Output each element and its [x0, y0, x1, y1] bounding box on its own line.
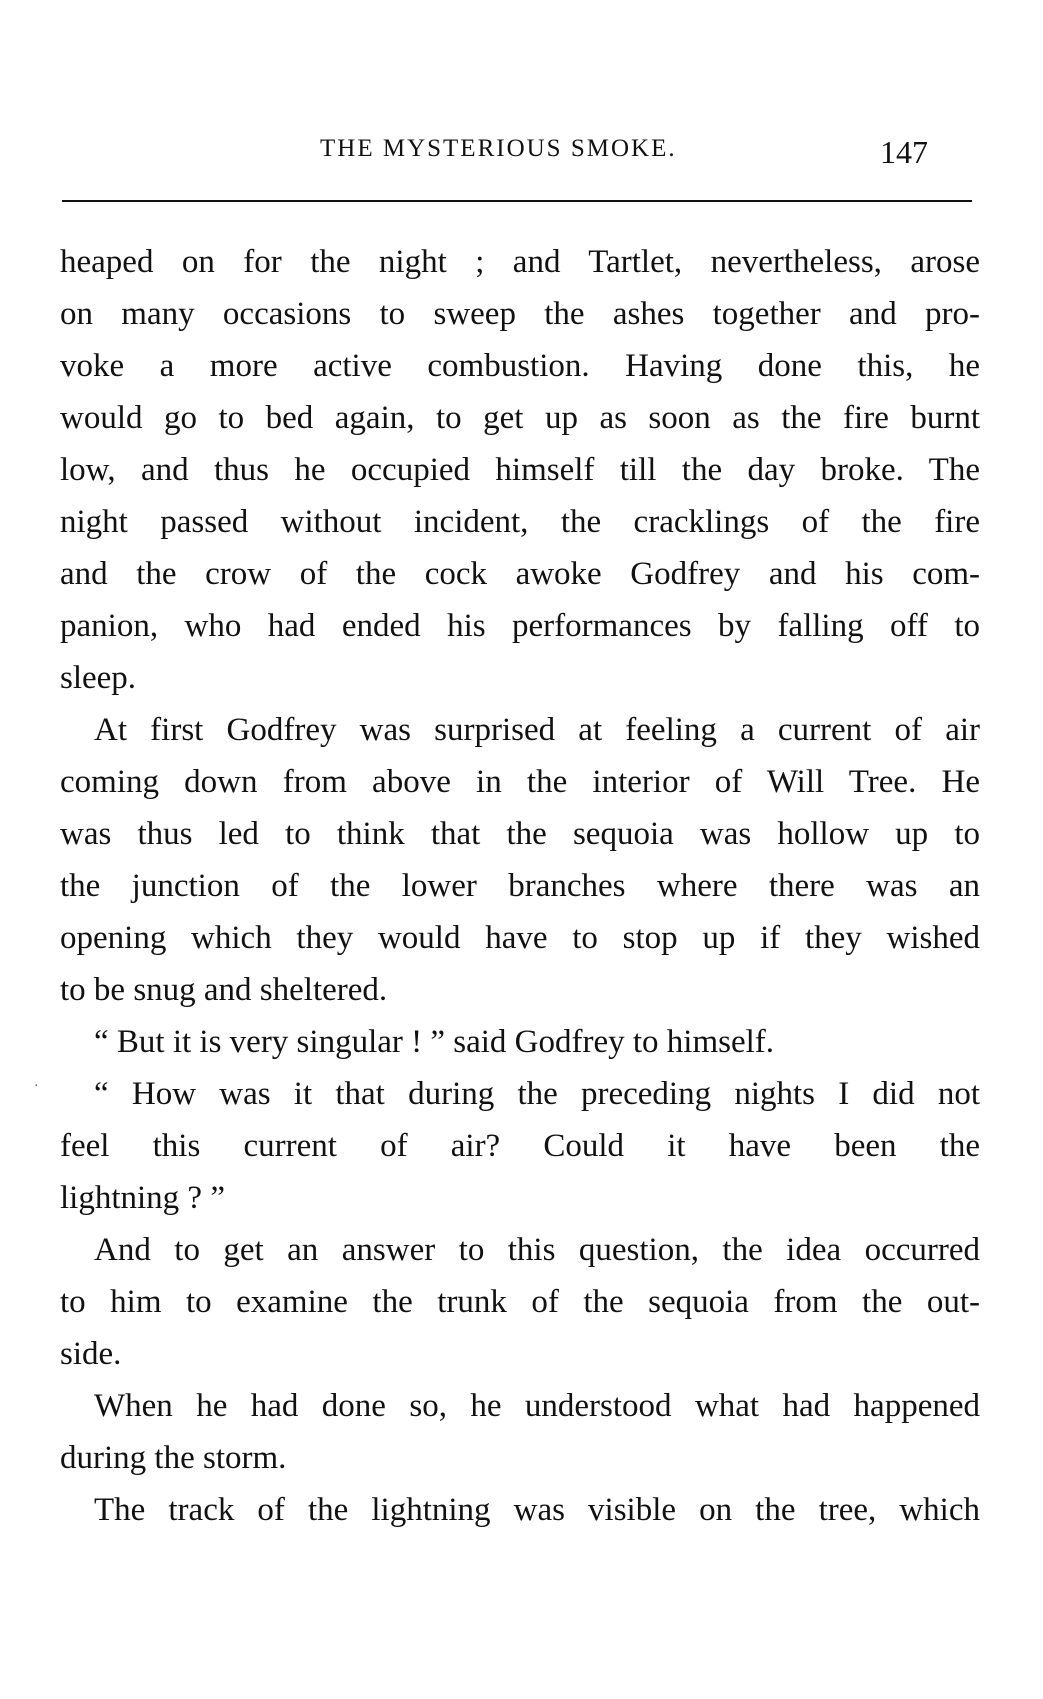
text-line-content: coming down from above in the interior of Will Tree. He: [60, 764, 980, 800]
text-line: [60, 1484, 980, 1536]
text-line-content: “ But it is very singular ! ” said Godfrey to himself.: [94, 1024, 775, 1060]
text-line: [60, 392, 980, 444]
text-line: [60, 1068, 980, 1120]
text-line-content: lightning ? ”: [60, 1180, 225, 1216]
text-line: [60, 1016, 980, 1068]
text-line: [60, 1224, 980, 1276]
text-line-content: low, and thus he occupied himself till the day broke. The: [60, 452, 980, 488]
text-line-content: to be snug and sheltered.: [60, 972, 388, 1008]
text-line-content: heaped on for the night ; and Tartlet, nevertheless, arose: [60, 244, 980, 280]
text-line-content: When he had done so, he understood what had happened: [94, 1388, 980, 1424]
text-line: [60, 444, 980, 496]
text-line: [60, 808, 980, 860]
text-line: [60, 1328, 980, 1380]
text-line-content: And to get an answer to this question, the idea occurred: [94, 1232, 980, 1268]
text-line-content: opening which they would have to stop up if they wished: [60, 920, 980, 956]
text-line-content: At first Godfrey was surprised at feeling a current of air: [94, 712, 980, 748]
running-title: THE MYSTERIOUS SMOKE.: [320, 135, 677, 162]
text-line-content: The track of the lightning was visible on the tree, which: [94, 1492, 980, 1528]
text-line: [60, 756, 980, 808]
text-line-content: side.: [60, 1336, 122, 1372]
text-line: [60, 548, 980, 600]
header-rule: [62, 200, 972, 202]
text-line-content: night passed without incident, the cracklings of the fire: [60, 504, 980, 540]
text-line-content: feel this current of air? Could it have been the: [60, 1128, 980, 1164]
text-line: [60, 1432, 980, 1484]
text-line: [60, 860, 980, 912]
text-line-content: panion, who had ended his performances by falling off to: [60, 608, 980, 644]
text-line: [60, 1120, 980, 1172]
text-line-content: to him to examine the trunk of the sequoia from the out-: [60, 1284, 980, 1320]
text-line: [60, 964, 980, 1016]
text-line: [60, 236, 980, 288]
text-line: [60, 1172, 980, 1224]
text-line-content: on many occasions to sweep the ashes together and pro-: [60, 296, 980, 332]
text-line: [60, 600, 980, 652]
text-line-content: would go to bed again, to get up as soon as the fire burnt: [60, 400, 980, 436]
text-line: [60, 1380, 980, 1432]
text-line: [60, 652, 980, 704]
page-number: 147: [880, 134, 928, 170]
text-line-content: voke a more active combustion. Having done this, he: [60, 348, 980, 384]
text-line: [60, 704, 980, 756]
text-line: [60, 288, 980, 340]
text-line-content: sleep.: [60, 660, 137, 696]
margin-mark: ·: [34, 1079, 39, 1094]
text-line: [60, 912, 980, 964]
text-line-content: the junction of the lower branches where there was an: [60, 868, 980, 904]
text-line-content: “ How was it that during the preceding nights I did not: [94, 1076, 980, 1112]
text-line: [60, 1276, 980, 1328]
body-text: [60, 236, 980, 1536]
text-line: [60, 340, 980, 392]
running-head: [0, 128, 1043, 168]
text-line-content: during the storm.: [60, 1440, 287, 1476]
text-line: [60, 496, 980, 548]
text-line-content: and the crow of the cock awoke Godfrey and his com-: [60, 556, 980, 592]
text-line-content: was thus led to think that the sequoia was hollow up to: [60, 816, 980, 852]
